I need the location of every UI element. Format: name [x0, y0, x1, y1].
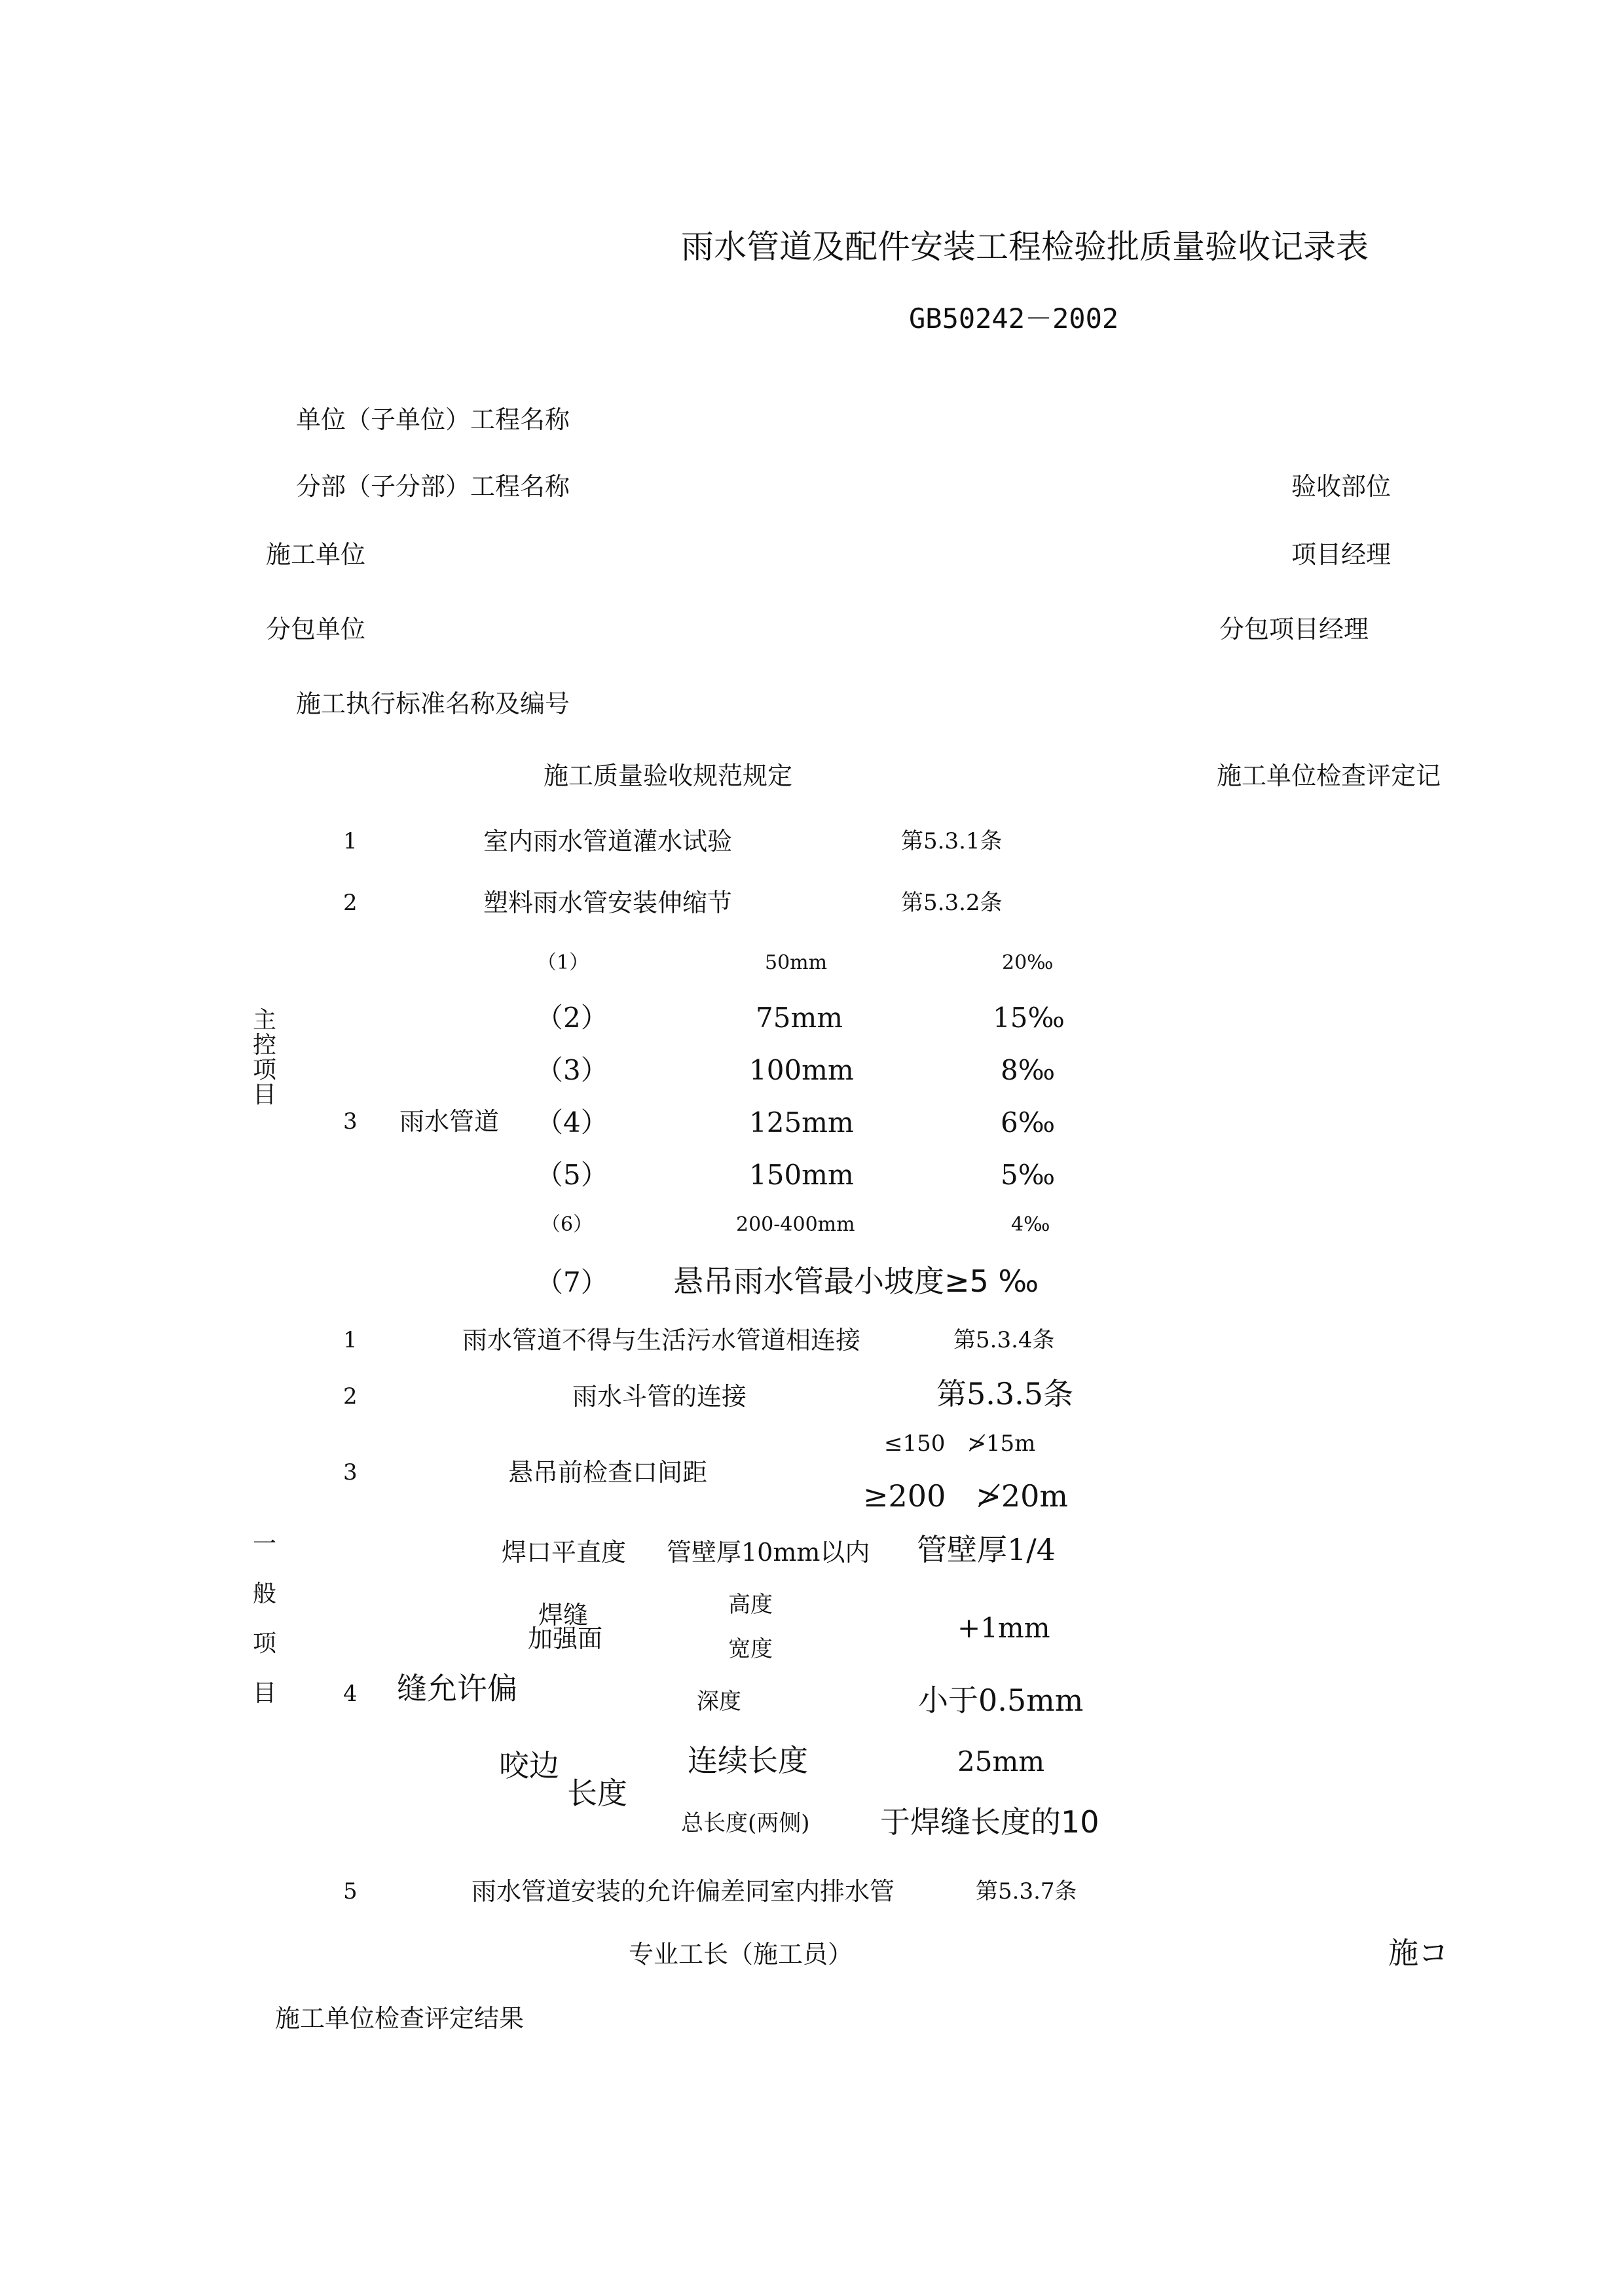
pipe-row-5-slope: 5‰ [1001, 1159, 1056, 1191]
pipe-row-3-dia: 100mm [749, 1054, 854, 1086]
general-item-2-clause: 第5.3.5条 [936, 1376, 1074, 1412]
pipe-row-4-dia: 125mm [749, 1106, 854, 1139]
weld-tolerance-cut-label: 缝允许偏 [397, 1671, 517, 1706]
weld-reinforce-label-a: 焊缝 [538, 1601, 589, 1630]
general-item-3-line2: ≥200 ≯20m [863, 1478, 1069, 1514]
standard-name-label: 施工执行标准名称及编号 [296, 689, 570, 718]
pipe-row-7-text: 悬吊雨水管最小坡度≥5 ‰ [673, 1264, 1039, 1299]
main-item-2-no: 2 [343, 890, 358, 916]
pipe-row-6-idx: （6） [541, 1213, 593, 1236]
pipe-row-7-idx: （7） [536, 1266, 608, 1298]
main-item-2-clause: 第5.3.2条 [901, 890, 1003, 916]
general-item-3-name: 悬吊前检查口间距 [508, 1458, 708, 1487]
undercut-label: 咬边 [499, 1748, 559, 1783]
pipe-row-1-slope: 20‰ [1002, 951, 1054, 974]
undercut-depth-label: 深度 [697, 1688, 741, 1715]
construction-unit-label: 施工单位 [266, 540, 366, 569]
standard-code: GB50242－2002 [909, 302, 1119, 335]
continuous-length-label: 连续长度 [688, 1743, 808, 1778]
wall-thickness-value: 管壁厚1/4 [917, 1532, 1056, 1567]
general-item-5-name: 雨水管道安装的允许偏差同室内排水管 [471, 1877, 895, 1906]
pipe-row-1-idx: （1） [537, 951, 589, 974]
general-item-1-name: 雨水管道不得与生活污水管道相连接 [462, 1326, 861, 1355]
foreman-label: 专业工长（施工员） [629, 1940, 853, 1969]
reinforce-height-label: 高度 [728, 1592, 773, 1618]
main-item-1-clause: 第5.3.1条 [901, 828, 1003, 854]
sub-project-name-label: 分部（子分部）工程名称 [296, 472, 570, 501]
wall-thickness-label: 管壁厚10mm以内 [667, 1538, 870, 1567]
undercut-length-label: 长度 [567, 1776, 627, 1811]
pipe-row-4-slope: 6‰ [1001, 1106, 1056, 1139]
reinforce-width-label: 宽度 [728, 1636, 773, 1662]
weld-flatness-label: 焊口平直度 [502, 1538, 627, 1567]
pipe-row-2-slope: 15‰ [993, 1002, 1065, 1034]
pipe-row-5-dia: 150mm [749, 1159, 854, 1191]
acceptance-part-label: 验收部位 [1291, 472, 1392, 501]
main-item-1-name: 室内雨水管道灌水试验 [483, 827, 733, 856]
footer-cut-label: 施コ [1388, 1935, 1449, 1971]
spec-header: 施工质量验收规范规定 [544, 761, 793, 790]
general-label: 一 般 项 目 [252, 1531, 276, 1707]
page-title: 雨水管道及配件安装工程检验批质量验收记录表 [681, 228, 1369, 266]
general-item-3-no: 3 [343, 1459, 358, 1485]
main-item-1-no: 1 [343, 828, 358, 854]
subcontract-manager-label: 分包项目经理 [1219, 615, 1369, 644]
pipe-row-6-dia: 200-400mm [736, 1213, 855, 1236]
pipe-row-6-slope: 4‰ [1011, 1213, 1050, 1236]
general-item-2-no: 2 [343, 1383, 358, 1410]
pipe-row-2-idx: （2） [536, 1002, 608, 1034]
main-item-2-name: 塑料雨水管安装伸缩节 [483, 888, 733, 917]
check-result-label: 施工单位检查评定结果 [275, 2004, 525, 2033]
pipe-item-no: 3 [343, 1108, 358, 1135]
total-length-label: 总长度(两侧) [681, 1810, 810, 1836]
check-record-header: 施工单位检查评定记 [1217, 761, 1441, 790]
pipe-row-2-dia: 75mm [756, 1002, 843, 1034]
general-item-5-no: 5 [343, 1878, 358, 1904]
pipe-row-4-idx: （4） [536, 1106, 608, 1139]
general-item-4-no: 4 [343, 1681, 358, 1707]
continuous-length-value: 25mm [957, 1745, 1045, 1777]
general-item-3-line1: ≤150 ≯15m [884, 1430, 1036, 1457]
main-control-label: 主 控 项 目 [252, 1007, 276, 1108]
pipe-row-1-dia: 50mm [765, 951, 828, 974]
general-item-2-name: 雨水斗管的连接 [572, 1382, 747, 1411]
pipe-row-3-slope: 8‰ [1001, 1054, 1056, 1086]
pipe-row-5-idx: （5） [536, 1159, 608, 1191]
pipe-row-3-idx: （3） [536, 1054, 608, 1086]
unit-project-name-label: 单位（子单位）工程名称 [296, 405, 570, 434]
subcontract-unit-label: 分包单位 [266, 615, 366, 644]
project-manager-label: 项目经理 [1291, 540, 1392, 569]
reinforce-value: +1mm [957, 1612, 1050, 1644]
pipe-item-name: 雨水管道 [399, 1107, 500, 1136]
weld-reinforce-label-b: 加强面 [528, 1624, 603, 1653]
general-item-1-no: 1 [343, 1327, 358, 1353]
total-length-value: 于焊缝长度的10 [880, 1804, 1099, 1840]
undercut-depth-value: 小于0.5mm [918, 1683, 1084, 1718]
general-item-1-clause: 第5.3.4条 [953, 1327, 1055, 1353]
general-item-5-clause: 第5.3.7条 [976, 1878, 1077, 1904]
